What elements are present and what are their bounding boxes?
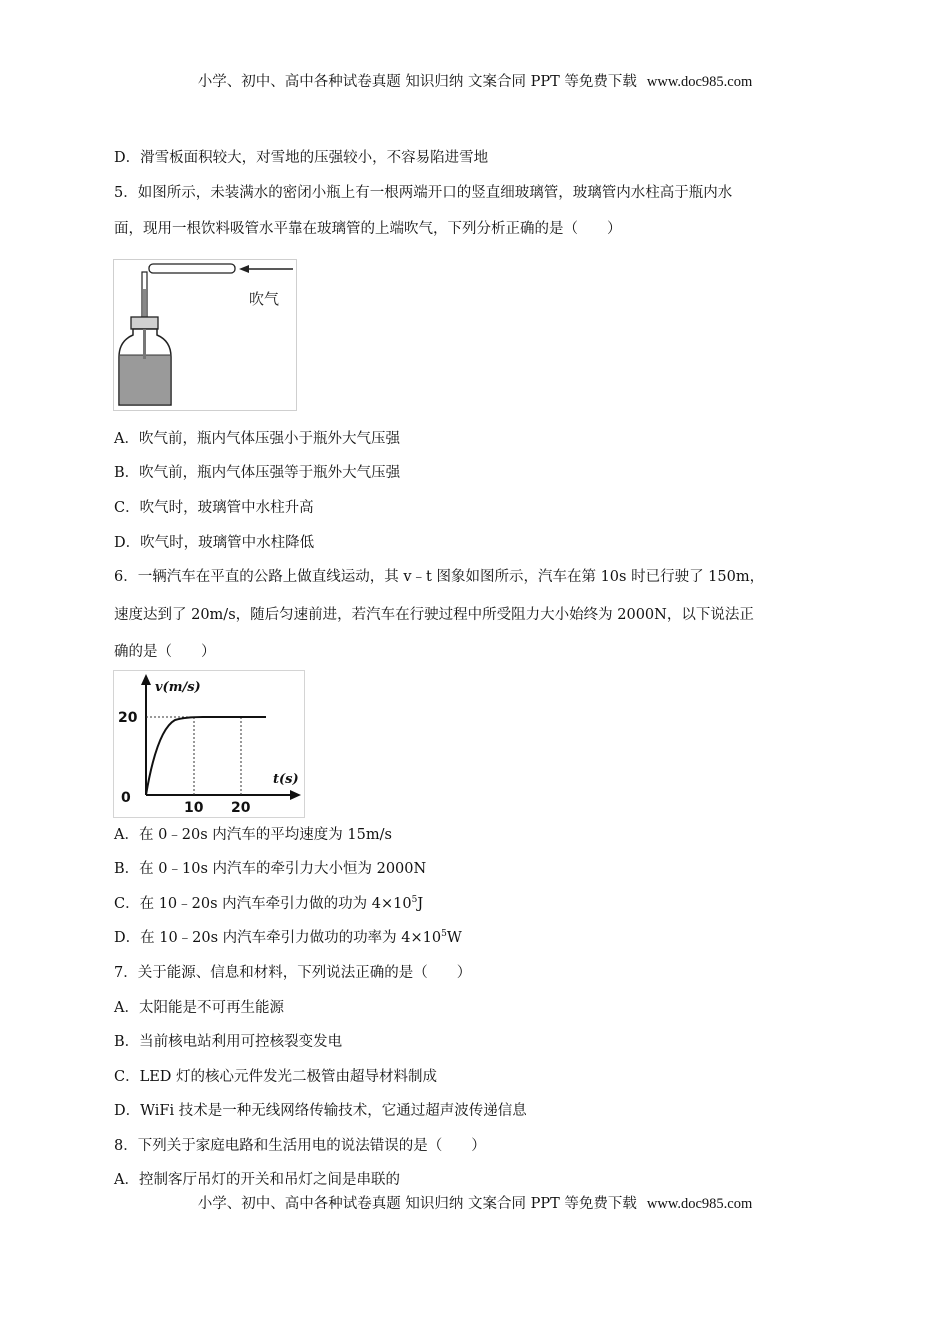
header-site: www.doc985.com: [646, 74, 753, 90]
q7-option-c: C．LED 灯的核心元件发光二极管由超导材料制成: [114, 1069, 438, 1085]
q5-stem-line-1: 5．如图所示，未装满水的密闭小瓶上有一根两端开口的竖直细玻璃管，玻璃管内水柱高于瓶内水: [114, 185, 733, 201]
q6-option-c-text: C．在 10﹣20s 内汽车牵引力做的功为 4×10: [114, 896, 412, 912]
q6-option-d-text: D．在 10﹣20s 内汽车牵引力做功的功率为 4×10: [114, 930, 442, 946]
prev-option-d: D．滑雪板面积较大，对雪地的压强较小，不容易陷进雪地: [114, 150, 489, 166]
origin-label: 0: [121, 790, 131, 806]
bottle-cap: [131, 317, 158, 329]
q6-stem-line-3: 确的是（ ）: [114, 644, 216, 660]
q6-stem-line-1: 6．一辆汽车在平直的公路上做直线运动，其 v﹣t 图象如图所示，汽车在第 10s 时已行驶了 150m，: [114, 569, 765, 585]
blow-label: 吹气: [249, 290, 280, 308]
vt-graph: [113, 670, 305, 818]
x-axis-label: t(s): [273, 772, 299, 787]
q6-option-c-unit: J: [417, 896, 424, 912]
q6-option-c-exp: 5: [411, 895, 418, 905]
y-tick-20: 20: [118, 710, 138, 726]
y-axis-label: v(m/s): [155, 680, 201, 695]
q8-stem: 8．下列关于家庭电路和生活用电的说法错误的是（ ）: [114, 1138, 486, 1154]
q6-option-c: [114, 892, 423, 913]
q5-stem-line-2: 面，现用一根饮料吸管水平靠在玻璃管的上端吹气，下列分析正确的是（ ）: [114, 221, 622, 237]
q5-option-b: B．吹气前，瓶内气体压强等于瓶外大气压强: [114, 465, 401, 481]
q6-option-d-unit: W: [446, 930, 462, 946]
x-tick-20: 20: [231, 800, 251, 816]
q6-option-b: B．在 0﹣10s 内汽车的牵引力大小恒为 2000N: [114, 861, 427, 877]
q7-stem: 7．关于能源、信息和材料，下列说法正确的是（ ）: [114, 965, 472, 981]
q5-option-c: C．吹气时，玻璃管中水柱升高: [114, 500, 314, 516]
q5-option-d: D．吹气时，玻璃管中水柱降低: [114, 535, 315, 551]
footer-site: www.doc985.com: [646, 1196, 753, 1212]
q6-option-d-exp: 5: [441, 929, 447, 939]
header-text: 小学、初中、高中各种试卷真题 知识归纳 文案合同 PPT 等免费下载: [197, 74, 637, 90]
bottle-water: [120, 355, 170, 404]
q6-option-d: [114, 926, 462, 947]
q5-figure: [113, 259, 297, 411]
bottle-diagram: [113, 259, 297, 411]
q5-option-a: A．吹气前，瓶内气体压强小于瓶外大气压强: [114, 431, 400, 447]
x-tick-10: 10: [184, 800, 204, 816]
straw: [149, 264, 235, 273]
q6-figure: [113, 670, 305, 818]
page-header: [0, 70, 950, 91]
q6-option-a: A．在 0﹣20s 内汽车的平均速度为 15m/s: [114, 827, 392, 843]
page-footer: [0, 1192, 950, 1213]
q7-option-a: A．太阳能是不可再生能源: [114, 1000, 284, 1016]
q8-option-a: A．控制客厅吊灯的开关和吊灯之间是串联的: [114, 1172, 400, 1188]
footer-text: 小学、初中、高中各种试卷真题 知识归纳 文案合同 PPT 等免费下载: [197, 1196, 637, 1212]
q7-option-d: D．WiFi 技术是一种无线网络传输技术，它通过超声波传递信息: [114, 1103, 527, 1119]
q7-option-b: B．当前核电站利用可控核裂变发电: [114, 1034, 343, 1050]
q6-stem-line-2: 速度达到了 20m/s，随后匀速前进，若汽车在行驶过程中所受阻力大小始终为 2000N，以下说法正: [114, 607, 754, 623]
